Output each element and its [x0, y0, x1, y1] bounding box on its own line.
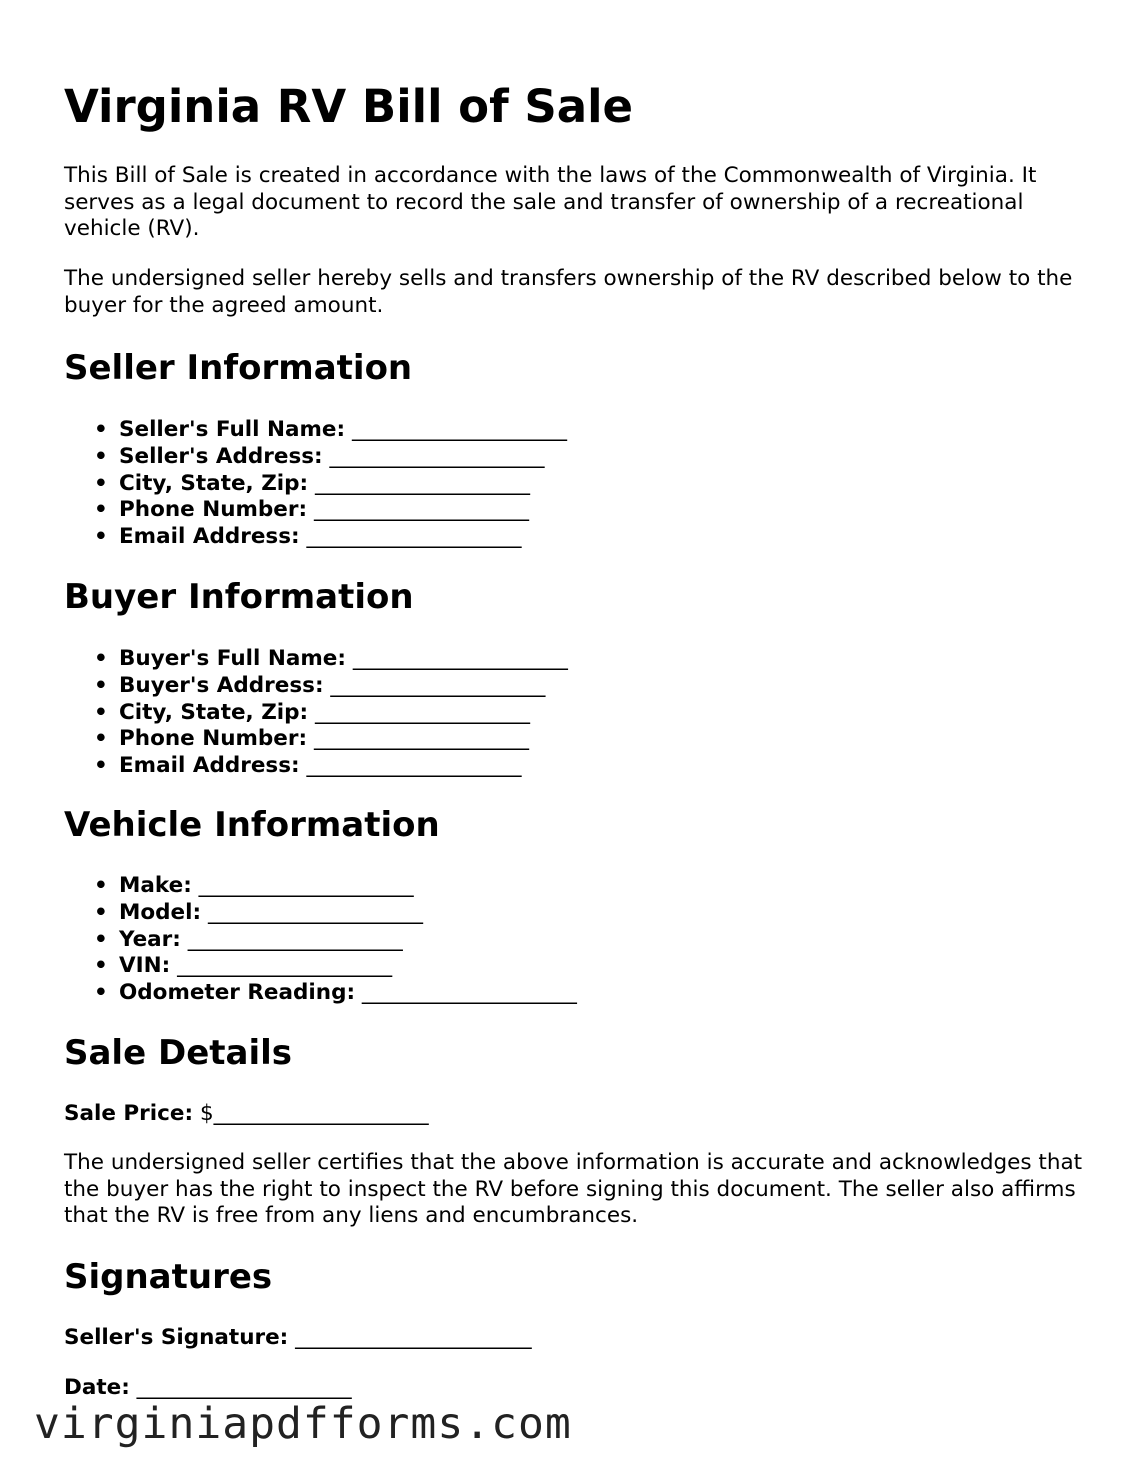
bullet-icon: •: [94, 443, 108, 469]
vehicle-heading: Vehicle Information: [64, 805, 440, 845]
sale-price-row: [64, 1101, 429, 1128]
sale-price-label: Sale Price:: [64, 1101, 194, 1126]
field-label: Odometer Reading:: [119, 980, 356, 1006]
field-label: VIN:: [119, 953, 171, 979]
bullet-icon: •: [94, 699, 108, 725]
sale-details-heading: Sale Details: [64, 1033, 293, 1073]
buyer-city-state-zip-field[interactable]: ____________________: [315, 699, 530, 725]
field-label: Seller's Address:: [119, 443, 323, 469]
buyer-address-field[interactable]: ____________________: [330, 672, 546, 698]
site-watermark: virginiapdfforms.com: [34, 1399, 572, 1449]
odometer-field[interactable]: ____________________: [361, 980, 577, 1006]
list-item: [94, 953, 577, 980]
bullet-icon: •: [94, 672, 108, 698]
field-label: Buyer's Address:: [119, 672, 324, 698]
list-item: [94, 471, 567, 498]
vin-field[interactable]: ____________________: [177, 953, 393, 979]
model-field[interactable]: ____________________: [207, 899, 423, 925]
buyer-full-name-field[interactable]: ____________________: [352, 646, 568, 671]
buyer-fields-list: [94, 646, 568, 780]
field-label: Email Address:: [119, 753, 300, 779]
bullet-icon: •: [94, 497, 108, 523]
make-field[interactable]: ____________________: [198, 873, 414, 898]
list-item: [94, 900, 577, 927]
bullet-icon: •: [94, 980, 108, 1006]
list-item: [94, 700, 568, 727]
seller-signature-label: Seller's Signature:: [64, 1325, 289, 1350]
field-label: Email Address:: [119, 524, 300, 550]
list-item: [94, 873, 577, 900]
field-label: Year:: [119, 926, 181, 952]
list-item: [94, 444, 567, 471]
seller-phone-field[interactable]: ____________________: [313, 497, 529, 523]
list-item: [94, 417, 567, 444]
bullet-icon: •: [94, 753, 108, 779]
field-label: Make:: [119, 873, 192, 898]
seller-fields-list: [94, 417, 567, 551]
buyer-email-field[interactable]: ____________________: [306, 753, 522, 779]
seller-email-field[interactable]: ____________________: [306, 524, 522, 550]
bullet-icon: •: [94, 417, 108, 442]
date-field[interactable]: ____________________: [136, 1375, 352, 1400]
intro-paragraph-2: The undersigned seller hereby sells and transfers ownership of the RV described below to the buyer for the agreed amount.: [64, 266, 1073, 318]
intro-paragraph-1: This Bill of Sale is created in accordance with the laws of the Commonwealth of Virginia. It serves as a legal document to record the sale and transfer of ownership of a recreational vehicle (RV).: [64, 163, 1037, 241]
bullet-icon: •: [94, 726, 108, 752]
field-label: Phone Number:: [119, 497, 308, 523]
year-field[interactable]: ____________________: [187, 926, 403, 952]
field-label: City, State, Zip:: [119, 470, 309, 496]
field-label: Seller's Full Name:: [119, 417, 346, 442]
field-label: Phone Number:: [119, 726, 308, 752]
list-item: [94, 753, 568, 780]
buyer-phone-field[interactable]: ____________________: [313, 726, 529, 752]
bullet-icon: •: [94, 524, 108, 550]
seller-signature-row: [64, 1325, 532, 1352]
seller-heading: Seller Information: [64, 348, 413, 388]
seller-full-name-field[interactable]: ____________________: [351, 417, 567, 442]
document-title: Virginia RV Bill of Sale: [64, 80, 634, 133]
bullet-icon: •: [94, 873, 108, 898]
bullet-icon: •: [94, 926, 108, 952]
field-label: Buyer's Full Name:: [119, 646, 346, 671]
bullet-icon: •: [94, 899, 108, 925]
certification-paragraph: The undersigned seller certifies that the above information is accurate and acknowledges that the buyer has the right to inspect the RV before signing this document. The seller also affirms that the RV is free from any liens and encumbrances.: [64, 1150, 1083, 1228]
bullet-icon: •: [94, 953, 108, 979]
seller-signature-field[interactable]: ______________________: [295, 1325, 532, 1350]
seller-city-state-zip-field[interactable]: ____________________: [315, 470, 530, 496]
vehicle-fields-list: [94, 873, 577, 1007]
list-item: [94, 726, 568, 753]
seller-address-field[interactable]: ____________________: [329, 443, 545, 469]
sale-price-field[interactable]: $____________________: [199, 1101, 429, 1126]
field-label: City, State, Zip:: [119, 699, 309, 725]
bullet-icon: •: [94, 470, 108, 496]
list-item: [94, 497, 567, 524]
field-label: Model:: [119, 899, 202, 925]
signatures-heading: Signatures: [64, 1257, 273, 1297]
list-item: [94, 673, 568, 700]
bullet-icon: •: [94, 646, 108, 671]
list-item: [94, 927, 577, 954]
date-label: Date:: [64, 1375, 130, 1400]
buyer-heading: Buyer Information: [64, 577, 414, 617]
list-item: [94, 980, 577, 1007]
list-item: [94, 524, 567, 551]
list-item: [94, 646, 568, 673]
